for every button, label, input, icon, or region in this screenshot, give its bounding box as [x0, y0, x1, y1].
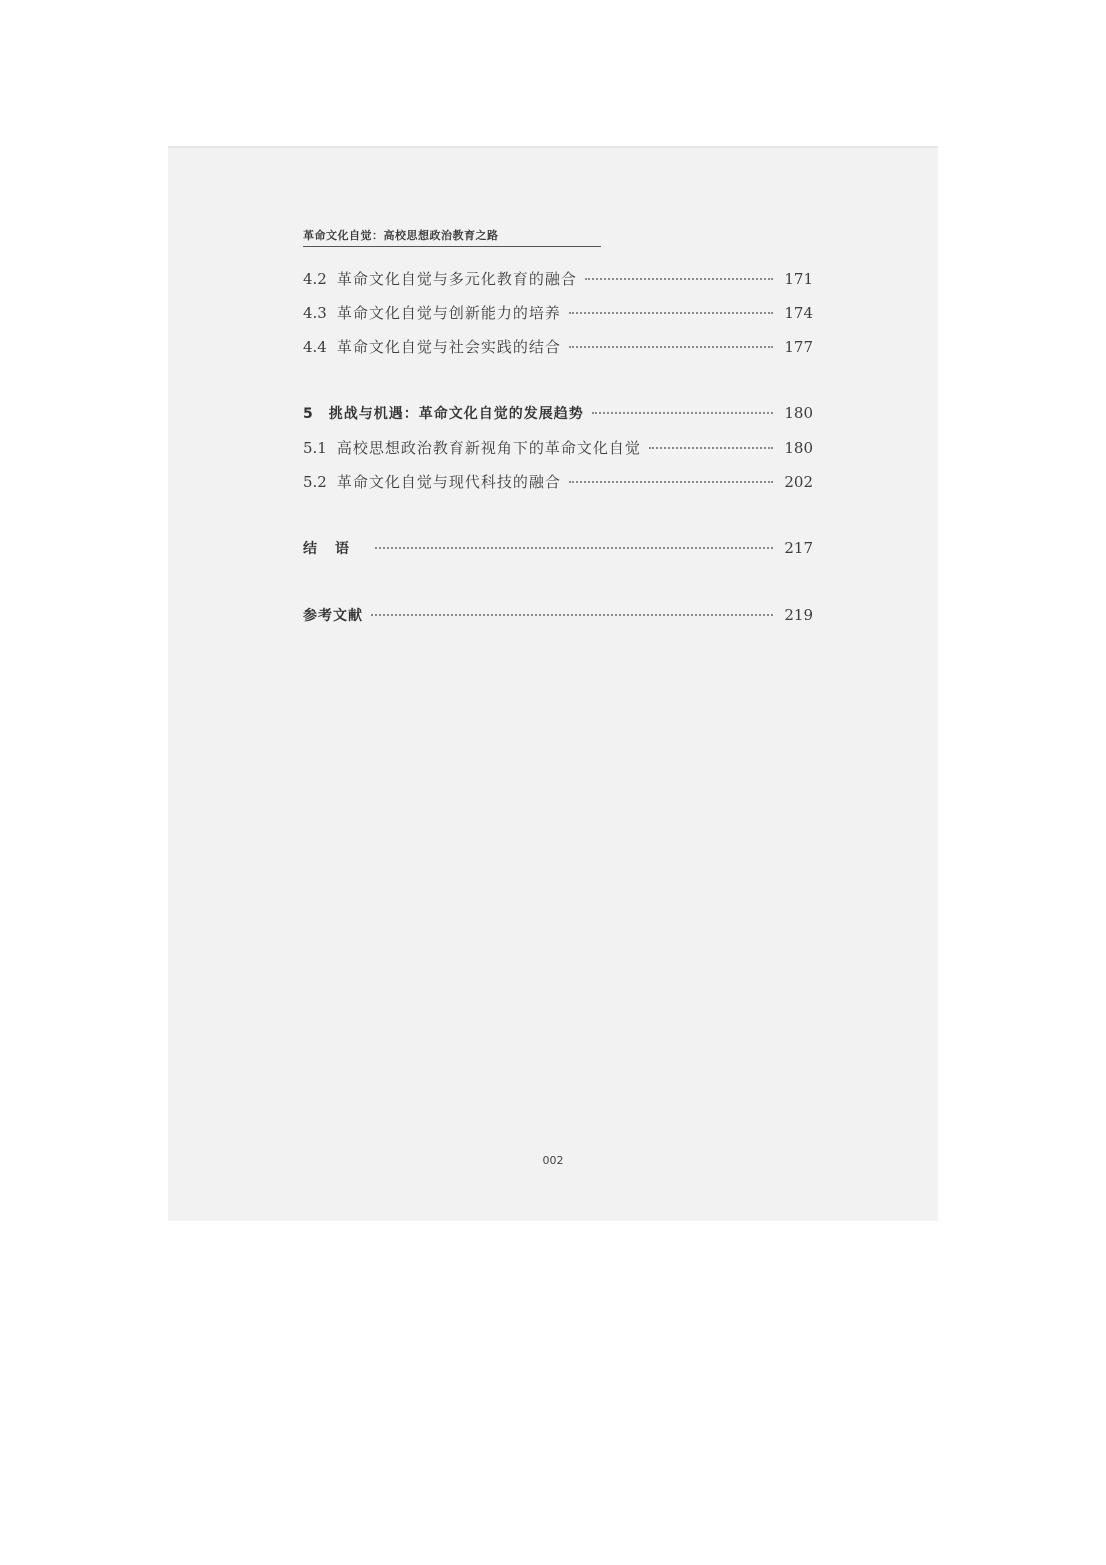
toc-entry-title: 革命文化自觉与社会实践的结合: [336, 338, 561, 356]
toc-entry-4-4[interactable]: [303, 336, 813, 370]
running-header: 革命文化自觉：高校思想政治教育之路: [303, 227, 601, 247]
toc-entry-page: 171: [784, 270, 813, 288]
toc-entry-page: 217: [784, 539, 813, 557]
toc-entry-number: 4.4: [303, 338, 327, 356]
scanned-page: [168, 146, 938, 1221]
toc-entry-4-2[interactable]: [303, 268, 813, 302]
toc-entry-references[interactable]: [303, 605, 813, 639]
toc-entry-number: 4.3: [303, 304, 327, 322]
toc-entry-conclusion[interactable]: [303, 538, 813, 572]
toc-entry-title: 参考文献: [303, 608, 363, 624]
dot-leader: [585, 278, 773, 280]
toc-entry-title: 革命文化自觉与现代科技的融合: [336, 473, 561, 491]
page-number: 002: [542, 1154, 564, 1167]
table-of-contents: [303, 268, 813, 639]
dot-leader: [649, 447, 773, 449]
toc-entry-page: 180: [784, 439, 813, 457]
dot-leader: [569, 481, 773, 483]
dot-leader: [569, 312, 773, 314]
toc-entry-number: 4.2: [303, 270, 327, 288]
toc-entry-title: 革命文化自觉与多元化教育的融合: [336, 270, 577, 288]
toc-entry-number: 5.1: [303, 439, 327, 457]
toc-entry-5-1[interactable]: [303, 437, 813, 471]
toc-entry-chapter-5[interactable]: [303, 403, 813, 437]
toc-entry-title: 革命文化自觉与创新能力的培养: [336, 304, 561, 322]
toc-entry-page: 174: [784, 304, 813, 322]
toc-entry-number: 5: [303, 406, 313, 422]
toc-entry-page: 177: [784, 338, 813, 356]
dot-leader: [592, 412, 773, 414]
toc-entry-title: 挑战与机遇：革命文化自觉的发展趋势: [328, 406, 584, 422]
dot-leader: [375, 547, 773, 549]
toc-entry-5-2[interactable]: [303, 471, 813, 505]
toc-entry-page: 180: [784, 404, 813, 422]
toc-entry-number: 5.2: [303, 473, 327, 491]
toc-entry-title: 结语: [303, 541, 367, 557]
toc-entry-page: 219: [784, 606, 813, 624]
toc-entry-page: 202: [784, 473, 813, 491]
toc-entry-title: 高校思想政治教育新视角下的革命文化自觉: [336, 439, 641, 457]
dot-leader: [569, 346, 773, 348]
dot-leader: [371, 614, 773, 616]
toc-entry-4-3[interactable]: [303, 302, 813, 336]
